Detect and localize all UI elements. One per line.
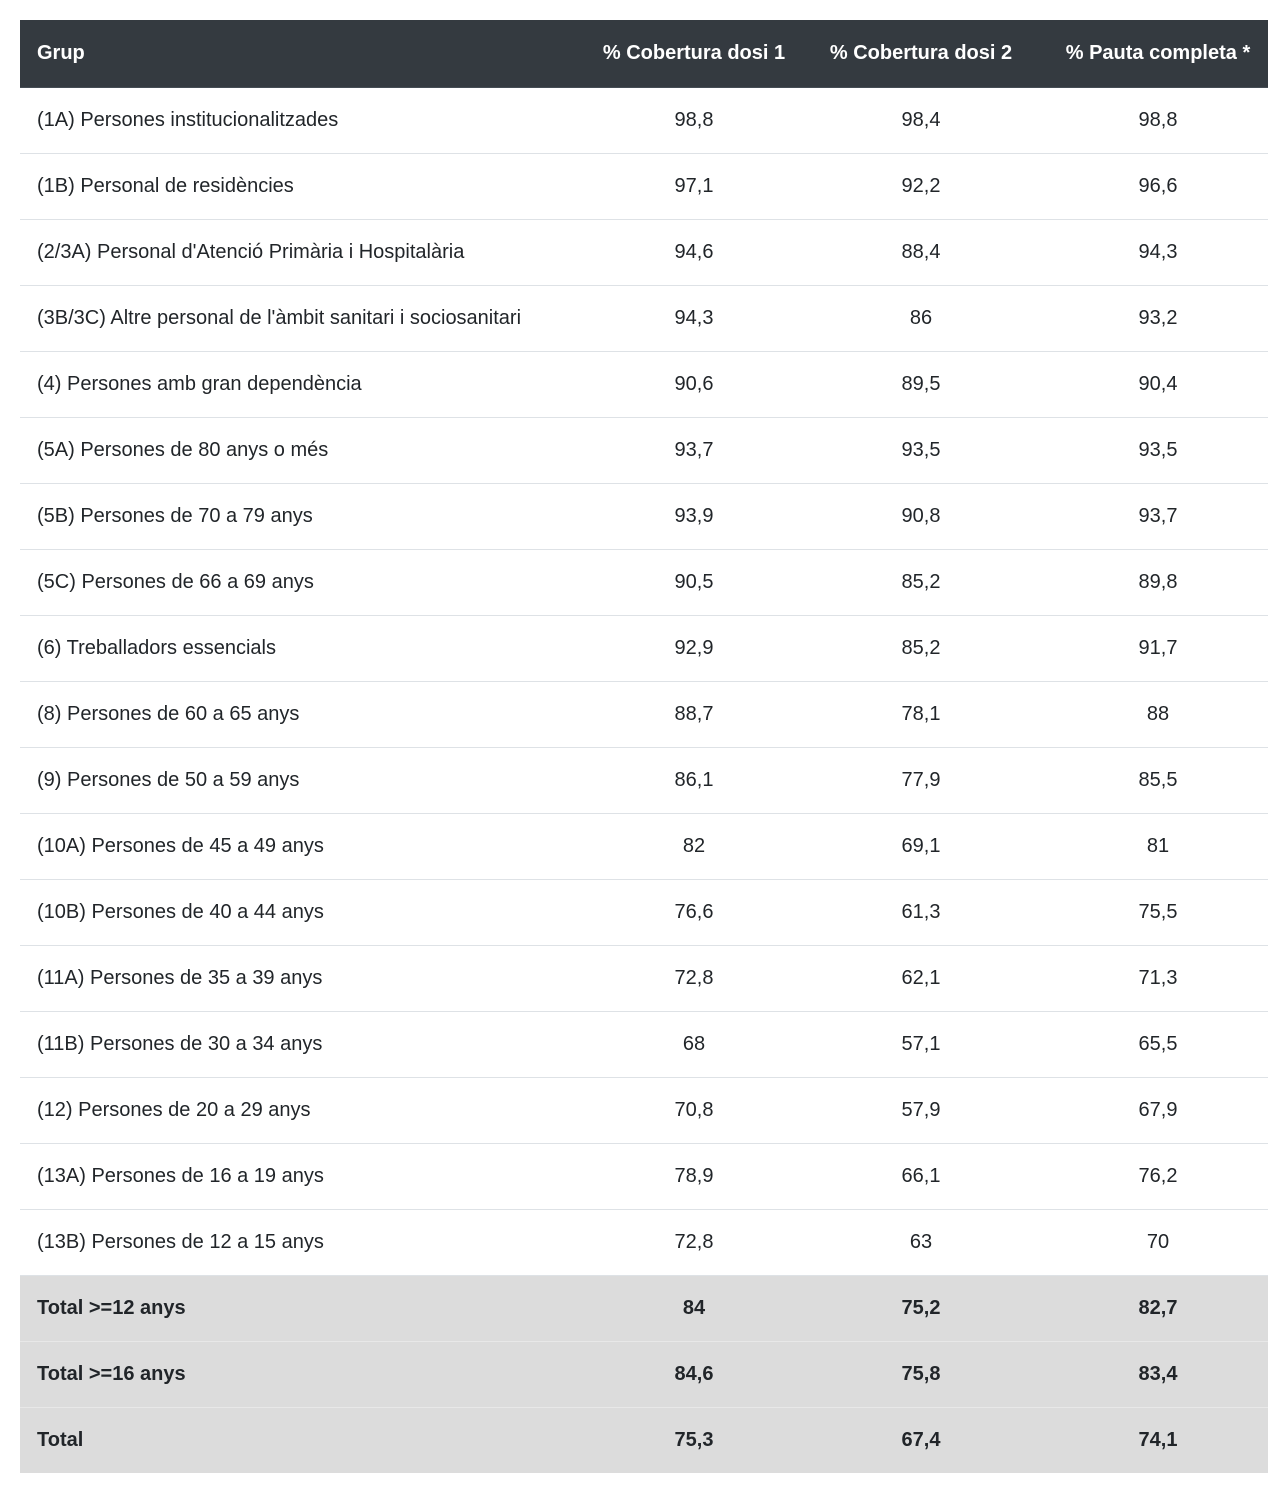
table-row — [20, 549, 1268, 615]
column-header-group[interactable]: Grup — [20, 20, 594, 87]
table-row — [20, 219, 1268, 285]
cell-dose1: 86,1 — [594, 747, 794, 813]
cell-dose2: 61,3 — [794, 879, 1048, 945]
table-row — [20, 153, 1268, 219]
cell-group: (2/3A) Personal d'Atenció Primària i Hospitalària — [20, 219, 594, 285]
total-cell-dose2: 75,8 — [794, 1341, 1048, 1407]
cell-group: (6) Treballadors essencials — [20, 615, 594, 681]
total-cell-dose1: 84,6 — [594, 1341, 794, 1407]
total-cell-group: Total — [37, 1428, 84, 1451]
cell-dose1: 98,8 — [594, 87, 794, 153]
table-row — [20, 1077, 1268, 1143]
cell-dose1: 76,6 — [594, 879, 794, 945]
cell-dose2: 85,2 — [794, 549, 1048, 615]
cell-dose2: 62,1 — [794, 945, 1048, 1011]
vaccination-coverage-table-container — [20, 20, 1268, 1473]
total-cell-dose1: 75,3 — [674, 1428, 714, 1451]
cell-full: 70 — [1048, 1209, 1268, 1275]
cell-dose2: 69,1 — [794, 813, 1048, 879]
cell-full: 94,3 — [1048, 219, 1268, 285]
cell-group: (13A) Persones de 16 a 19 anys — [20, 1143, 594, 1209]
cell-group: (11A) Persones de 35 a 39 anys — [20, 945, 594, 1011]
table-row — [20, 483, 1268, 549]
cell-full: 93,2 — [1048, 285, 1268, 351]
cell-full: 98,8 — [1048, 87, 1268, 153]
cell-dose2: 90,8 — [794, 483, 1048, 549]
table-row — [20, 747, 1268, 813]
table-row — [20, 813, 1268, 879]
total-cell-group: Total >=12 anys — [20, 1275, 594, 1341]
cell-full: 65,5 — [1048, 1011, 1268, 1077]
cell-dose1: 97,1 — [594, 153, 794, 219]
table-row — [20, 945, 1268, 1011]
cell-group: (12) Persones de 20 a 29 anys — [20, 1077, 594, 1143]
cell-dose2: 63 — [794, 1209, 1048, 1275]
cell-full: 88 — [1048, 681, 1268, 747]
cell-full: 85,5 — [1048, 747, 1268, 813]
table-body — [20, 87, 1268, 1473]
cell-dose2: 89,5 — [794, 351, 1048, 417]
column-header-full[interactable]: % Pauta completa * — [1048, 20, 1268, 87]
table-row — [20, 1011, 1268, 1077]
cell-dose1: 94,6 — [594, 219, 794, 285]
total-cell-full: 83,4 — [1048, 1341, 1268, 1407]
table-row — [20, 285, 1268, 351]
cell-full: 91,7 — [1048, 615, 1268, 681]
total-cell-dose2: 67,4 — [901, 1428, 941, 1451]
cell-dose1: 93,9 — [594, 483, 794, 549]
cell-group: (1A) Persones institucionalitzades — [20, 87, 594, 153]
cell-dose2: 57,9 — [794, 1077, 1048, 1143]
cell-full: 90,4 — [1048, 351, 1268, 417]
vaccination-coverage-table — [20, 20, 1268, 1473]
cell-full: 67,9 — [1048, 1077, 1268, 1143]
column-header-dose2[interactable]: % Cobertura dosi 2 — [794, 20, 1048, 87]
cell-dose1: 94,3 — [594, 285, 794, 351]
cell-dose1: 72,8 — [594, 1209, 794, 1275]
cell-dose1: 93,7 — [594, 417, 794, 483]
total-row — [20, 1407, 1268, 1473]
cell-full: 93,7 — [1048, 483, 1268, 549]
table-row — [20, 615, 1268, 681]
cell-dose2: 92,2 — [794, 153, 1048, 219]
cell-dose2: 86 — [794, 285, 1048, 351]
total-cell-full: 74,1 — [1138, 1428, 1178, 1451]
cell-dose2: 93,5 — [794, 417, 1048, 483]
cell-group: (10B) Persones de 40 a 44 anys — [20, 879, 594, 945]
cell-dose1: 70,8 — [594, 1077, 794, 1143]
cell-group: (3B/3C) Altre personal de l'àmbit sanitari i sociosanitari — [20, 285, 594, 351]
cell-dose2: 88,4 — [794, 219, 1048, 285]
column-header-dose1[interactable]: % Cobertura dosi 1 — [594, 20, 794, 87]
table-row — [20, 1143, 1268, 1209]
cell-full: 76,2 — [1048, 1143, 1268, 1209]
cell-dose1: 72,8 — [594, 945, 794, 1011]
cell-dose1: 82 — [594, 813, 794, 879]
cell-dose1: 88,7 — [594, 681, 794, 747]
cell-dose2: 57,1 — [794, 1011, 1048, 1077]
total-row — [20, 1275, 1268, 1341]
cell-group: (11B) Persones de 30 a 34 anys — [20, 1011, 594, 1077]
cell-group: (9) Persones de 50 a 59 anys — [20, 747, 594, 813]
cell-dose2: 85,2 — [794, 615, 1048, 681]
table-row — [20, 87, 1268, 153]
cell-full: 96,6 — [1048, 153, 1268, 219]
cell-full: 89,8 — [1048, 549, 1268, 615]
cell-group: (1B) Personal de residències — [20, 153, 594, 219]
cell-group: (5A) Persones de 80 anys o més — [20, 417, 594, 483]
table-row — [20, 417, 1268, 483]
cell-dose1: 90,6 — [594, 351, 794, 417]
cell-dose2: 77,9 — [794, 747, 1048, 813]
table-header — [20, 20, 1268, 87]
cell-full: 75,5 — [1048, 879, 1268, 945]
cell-full: 71,3 — [1048, 945, 1268, 1011]
cell-dose1: 68 — [594, 1011, 794, 1077]
cell-group: (5C) Persones de 66 a 69 anys — [20, 549, 594, 615]
cell-dose1: 90,5 — [594, 549, 794, 615]
cell-full: 81 — [1048, 813, 1268, 879]
cell-dose1: 78,9 — [594, 1143, 794, 1209]
cell-dose2: 98,4 — [794, 87, 1048, 153]
table-row — [20, 879, 1268, 945]
total-cell-group: Total >=16 anys — [20, 1341, 594, 1407]
cell-group: (13B) Persones de 12 a 15 anys — [20, 1209, 594, 1275]
total-row — [20, 1341, 1268, 1407]
cell-group: (5B) Persones de 70 a 79 anys — [20, 483, 594, 549]
table-row — [20, 351, 1268, 417]
cell-dose1: 92,9 — [594, 615, 794, 681]
total-cell-full: 82,7 — [1048, 1275, 1268, 1341]
cell-full: 93,5 — [1048, 417, 1268, 483]
table-row — [20, 1209, 1268, 1275]
cell-dose2: 78,1 — [794, 681, 1048, 747]
cell-group: (8) Persones de 60 a 65 anys — [20, 681, 594, 747]
cell-group: (10A) Persones de 45 a 49 anys — [20, 813, 594, 879]
cell-dose2: 66,1 — [794, 1143, 1048, 1209]
total-cell-dose2: 75,2 — [794, 1275, 1048, 1341]
total-cell-dose1: 84 — [594, 1275, 794, 1341]
header-row — [20, 20, 1268, 87]
cell-group: (4) Persones amb gran dependència — [20, 351, 594, 417]
table-row — [20, 681, 1268, 747]
